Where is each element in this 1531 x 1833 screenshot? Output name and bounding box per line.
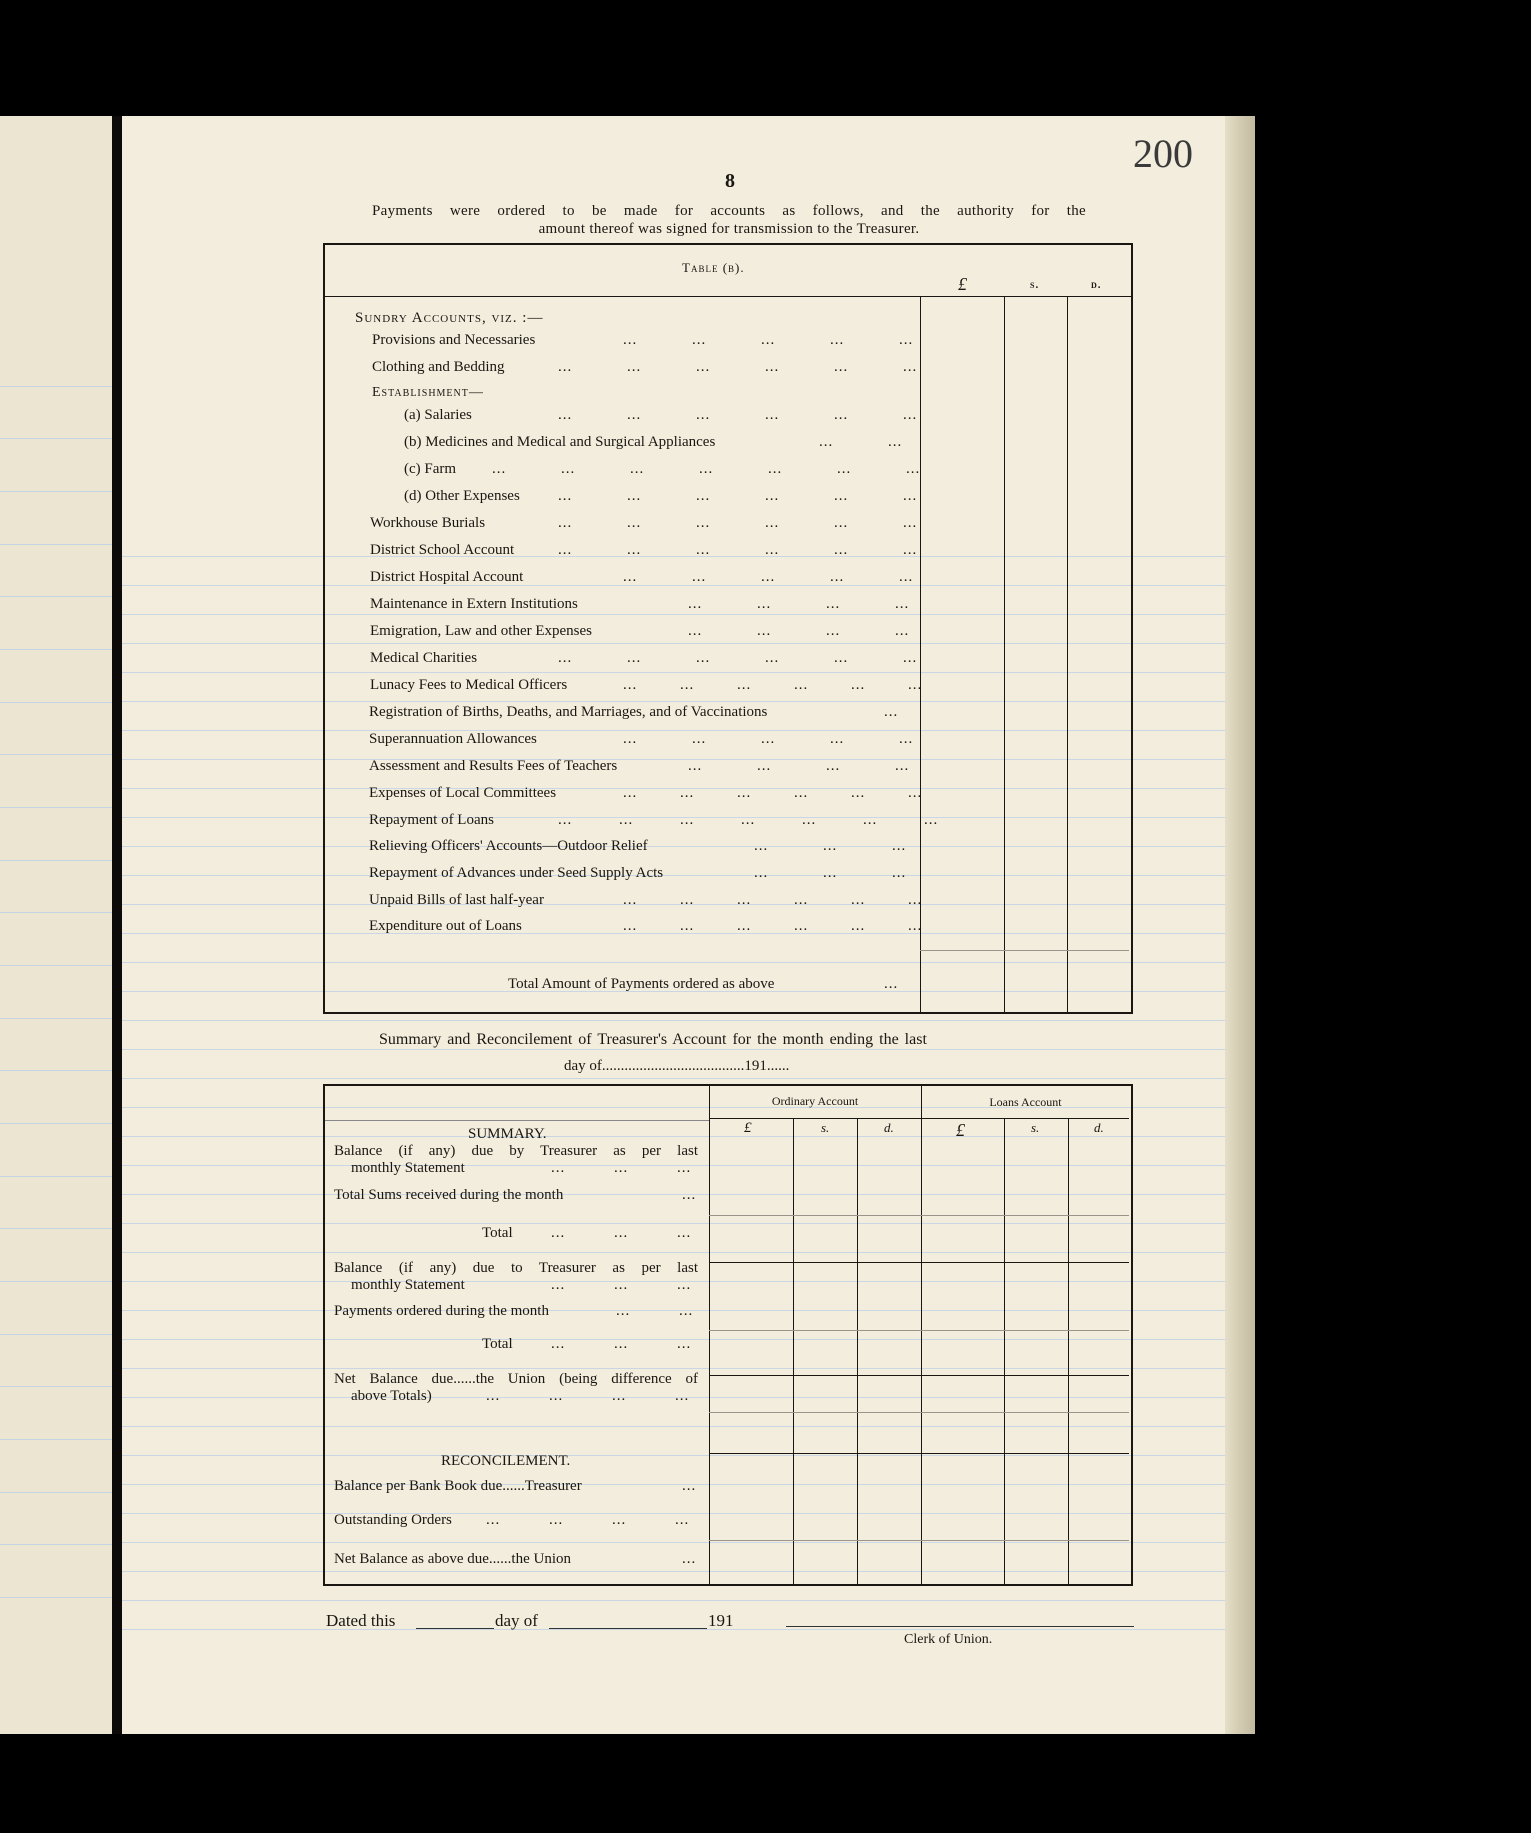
row-label-farm: (c) Farm [404, 461, 457, 477]
row-label-extern-institutions: Maintenance in Extern Institutions [370, 596, 578, 612]
col-header-shillings: s. [1030, 279, 1040, 291]
book-gutter [112, 116, 122, 1734]
payments-ordered-dots: ... ... [616, 1303, 694, 1319]
bank-book-dots: ... [682, 1478, 697, 1494]
net-balance-line-2: above Totals) [351, 1388, 432, 1404]
row-dots-clothing: ... ... ... ... ... ... [558, 359, 918, 375]
total-2-dots: ... ... ... [551, 1336, 692, 1352]
outstanding-orders-dots: ... ... ... ... [486, 1512, 690, 1528]
row-dots-relieving-officers: ... ... ... [754, 838, 907, 854]
row-dots-emigration: ... ... ... ... [688, 623, 910, 639]
summary-heading-line-1: Summary and Reconcilement of Treasurer's Account for the month ending the last [379, 1031, 927, 1048]
intro-text [372, 202, 1086, 238]
section-heading-sundry-accounts: Sundry Accounts, viz. :— [355, 310, 544, 326]
month-blank-line [549, 1628, 707, 1629]
row-dots-seed-supply: ... ... ... [754, 865, 907, 881]
loans-col-pence: d. [1094, 1120, 1104, 1135]
row-label-district-school: District School Account [370, 542, 515, 558]
folio-number: 200 [1133, 131, 1193, 176]
row-dots-local-committees: ... ... ... ... ... ... [623, 785, 923, 801]
summary-title: SUMMARY. [468, 1126, 547, 1142]
row-dots-district-school: ... ... ... ... ... ... [558, 542, 918, 558]
total-1-dots: ... ... ... [551, 1225, 692, 1241]
intro-line-1: Payments were ordered to be made for accounts as follows, and the authority for the [372, 203, 1086, 219]
day-blank-line [416, 1628, 494, 1629]
row-label-registration: Registration of Births, Deaths, and Marriages, and of Vaccinations [369, 704, 768, 720]
balance-due-by-line-1: Balance (if any) due by Treasurer as per last [334, 1143, 698, 1159]
outstanding-orders: Outstanding Orders [334, 1512, 452, 1528]
total-2-label: Total [482, 1336, 513, 1352]
table-b-title: Table (b). [682, 260, 745, 275]
net-balance-above-dots: ... [682, 1551, 697, 1567]
balance-due-to-line-2: monthly Statement [351, 1277, 465, 1293]
ordinary-account-header: Ordinary Account [771, 1094, 859, 1108]
row-dots-registration: ... [884, 704, 899, 720]
loans-col-pounds: £ [956, 1120, 965, 1140]
total-sums-dots: ... [682, 1187, 697, 1203]
row-label-other-expenses: (d) Other Expenses [404, 488, 520, 504]
bank-book-balance: Balance per Bank Book due......Treasurer [334, 1478, 582, 1494]
net-balance-dots: ... ... ... ... [486, 1388, 690, 1404]
row-label-provisions: Provisions and Necessaries [372, 332, 536, 348]
row-label-local-committees: Expenses of Local Committees [369, 785, 557, 801]
row-label-emigration: Emigration, Law and other Expenses [370, 623, 593, 639]
payments-ordered: Payments ordered during the month [334, 1303, 549, 1319]
total-sums-received: Total Sums received during the month [334, 1187, 564, 1203]
row-dots-district-hospital: ... ... ... ... ... [623, 569, 914, 585]
row-dots-salaries: ... ... ... ... ... ... [558, 407, 918, 423]
row-dots-assessment-fees: ... ... ... ... [688, 758, 910, 774]
total-payments-label: Total Amount of Payments ordered as above [508, 976, 775, 992]
row-label-seed-supply: Repayment of Advances under Seed Supply Acts [369, 865, 664, 881]
row-dots-repayment-loans: ... ... ... ... ... ... ... [558, 812, 939, 828]
reconcilement-title: RECONCILEMENT. [441, 1453, 571, 1469]
row-dots-workhouse-burials: ... ... ... ... ... ... [558, 515, 918, 531]
page-number: 8 [725, 170, 735, 192]
row-dots-other-expenses: ... ... ... ... ... ... [558, 488, 918, 504]
row-label-repayment-loans: Repayment of Loans [369, 812, 494, 828]
balance-due-by-dots: ... ... ... [551, 1160, 692, 1176]
ordinary-col-pence: d. [884, 1120, 894, 1135]
signature-line [786, 1626, 1134, 1627]
row-label-assessment-fees: Assessment and Results Fees of Teachers [369, 758, 618, 774]
clerk-of-union-label: Clerk of Union. [904, 1632, 993, 1647]
net-balance-above: Net Balance as above due......the Union [334, 1551, 572, 1567]
loans-col-shillings: s. [1031, 1120, 1040, 1135]
row-label-clothing: Clothing and Bedding [372, 359, 505, 375]
row-dots-unpaid-bills: ... ... ... ... ... ... [623, 892, 923, 908]
row-label-salaries: (a) Salaries [404, 407, 472, 423]
day-of-label: day of [495, 1611, 538, 1630]
balance-due-by-line-2: monthly Statement [351, 1160, 465, 1176]
row-dots-superannuation: ... ... ... ... ... [623, 731, 914, 747]
row-label-superannuation: Superannuation Allowances [369, 731, 537, 747]
dated-this-label: Dated this [326, 1611, 396, 1630]
row-dots-medicines: ... ... [819, 434, 903, 450]
row-dots-farm: ... ... ... ... ... ... ... [492, 461, 921, 477]
total-1-label: Total [482, 1225, 513, 1241]
balance-due-to-dots: ... ... ... [551, 1277, 692, 1293]
row-dots-expenditure-loans: ... ... ... ... ... ... [623, 918, 923, 934]
intro-line-2: amount thereof was signed for transmission to the Treasurer. [538, 221, 920, 237]
col-header-pence: d. [1091, 279, 1102, 291]
row-dots-extern-institutions: ... ... ... ... [688, 596, 910, 612]
row-label-expenditure-loans: Expenditure out of Loans [369, 918, 522, 934]
ordinary-col-shillings: s. [821, 1120, 830, 1135]
ordinary-col-pounds: £ [744, 1120, 752, 1136]
row-label-workhouse-burials: Workhouse Burials [370, 515, 486, 531]
row-label-lunacy-fees: Lunacy Fees to Medical Officers [370, 677, 568, 693]
row-dots-medical-charities: ... ... ... ... ... ... [558, 650, 918, 666]
row-label-district-hospital: District Hospital Account [370, 569, 524, 585]
col-header-pounds: £ [958, 274, 967, 294]
row-label-relieving-officers: Relieving Officers' Accounts—Outdoor Relief [369, 838, 648, 854]
row-dots-lunacy-fees: ... ... ... ... ... ... [623, 677, 923, 693]
row-label-medical-charities: Medical Charities [370, 650, 478, 666]
total-payments-dots: ... [884, 976, 899, 992]
net-balance-line-1: Net Balance due......the Union (being difference of [334, 1371, 698, 1387]
page-edge [1225, 116, 1255, 1734]
loans-account-header: Loans Account [989, 1095, 1062, 1109]
year-label: 191 [708, 1611, 734, 1630]
left-page-edge [0, 116, 112, 1734]
row-dots-provisions: ... ... ... ... ... [623, 332, 914, 348]
row-label-unpaid-bills: Unpaid Bills of last half-year [369, 892, 544, 908]
row-label-medicines: (b) Medicines and Medical and Surgical Appliances [404, 434, 716, 450]
balance-due-to-line-1: Balance (if any) due to Treasurer as per last [334, 1260, 698, 1276]
summary-heading-line-2: day of......................................191...... [564, 1058, 790, 1074]
row-label-establishment: Establishment— [372, 385, 484, 400]
